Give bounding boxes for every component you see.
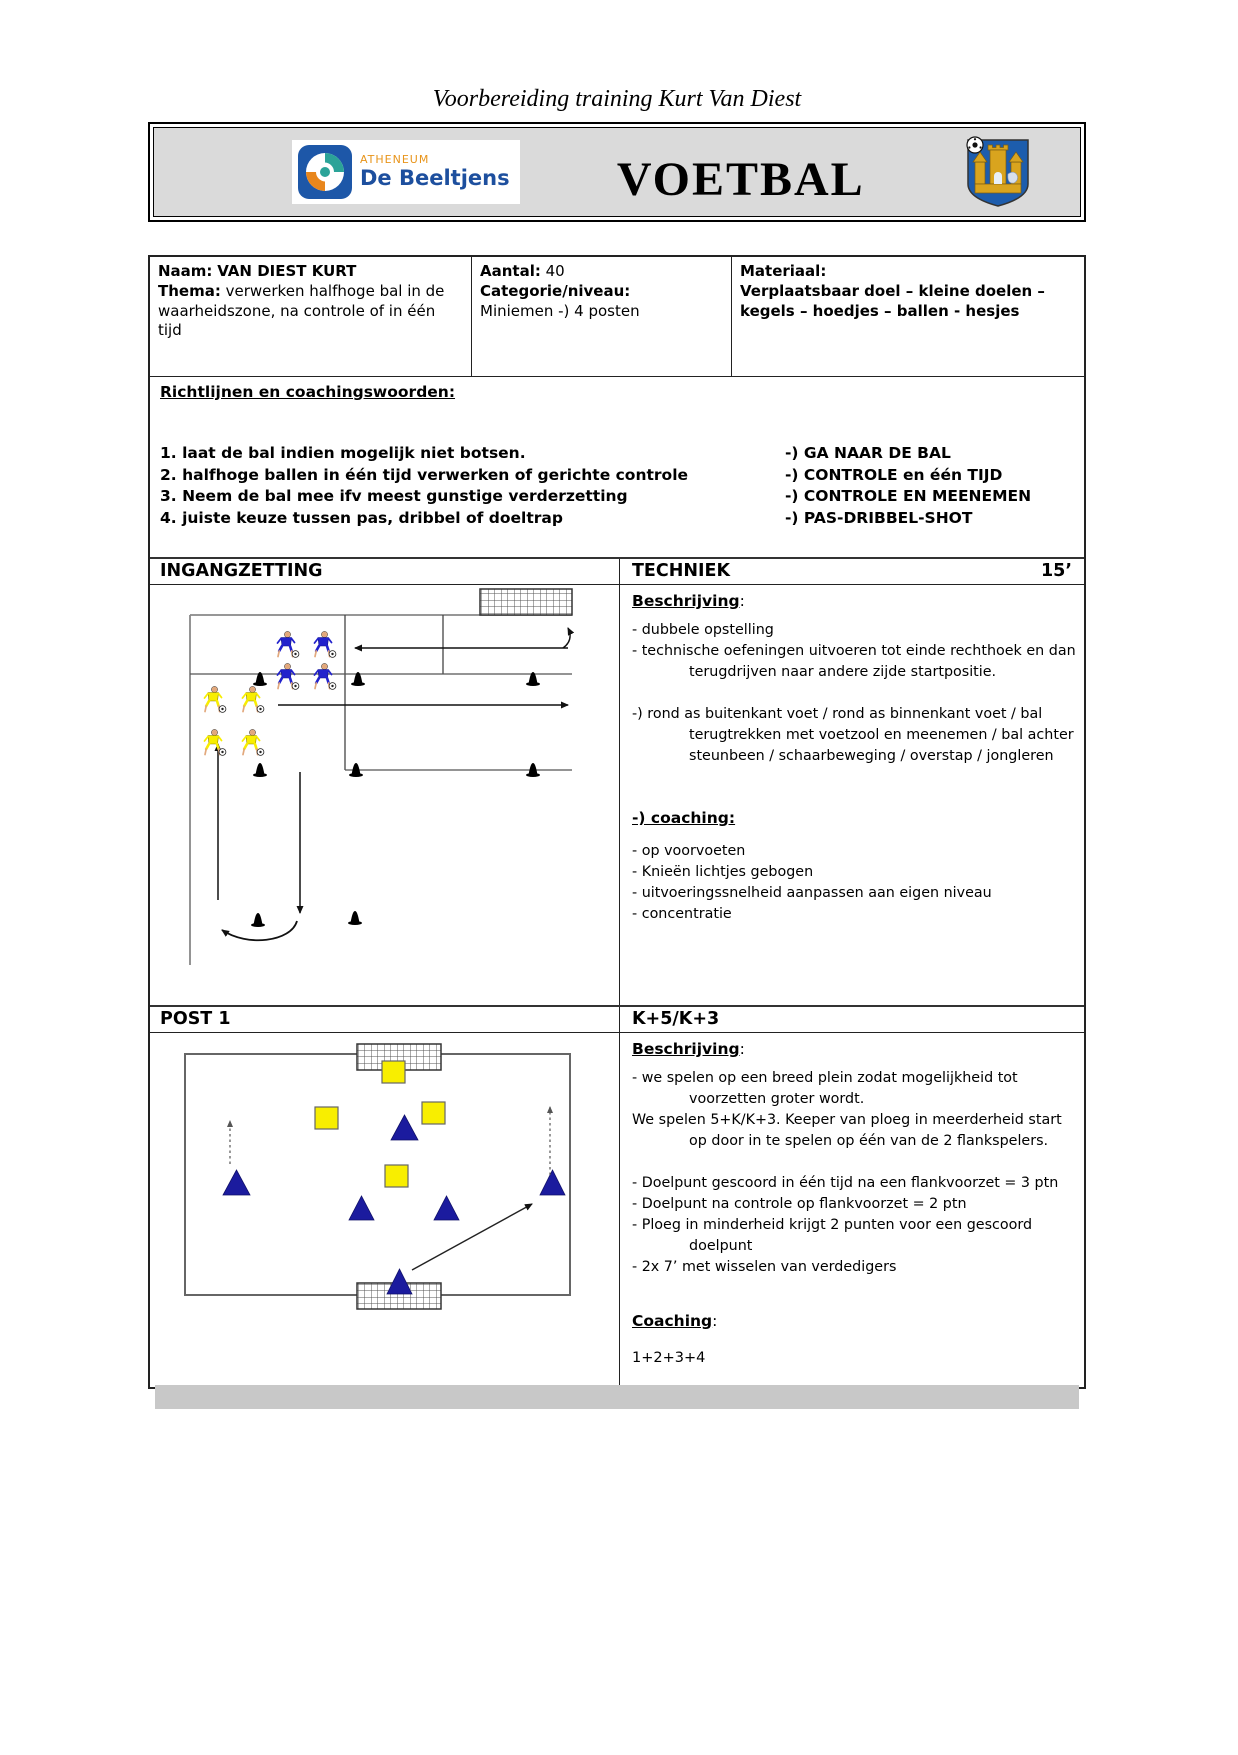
section2-header [150, 1007, 1084, 1033]
soccer-ball-icon [967, 137, 983, 153]
school-name-line2: De Beeltjens [360, 165, 510, 190]
description-line: op door in te spelen op één van de 2 flankspelers. [689, 1133, 1049, 1149]
cone-icon [348, 911, 362, 925]
coaching-label: -) coaching: [632, 809, 736, 827]
materiaal-cell [732, 257, 1084, 376]
training-table [148, 255, 1086, 1389]
section1-body [150, 585, 1084, 1007]
materiaal-label: Materiaal: [740, 262, 827, 280]
yellow-player-square [315, 1107, 338, 1129]
aantal-categorie-cell [472, 257, 732, 376]
yellow-player-icon [205, 729, 226, 755]
ingangzetting-diagram-cell [150, 585, 620, 1005]
description-line: terugdrijven naar andere zijde startpositie. [689, 664, 997, 680]
materiaal-field: Verplaatsbaar doel – kleine doelen – kegels – hoedjes – ballen - hesjes [740, 281, 1045, 320]
lion-figure [1008, 172, 1018, 183]
curl-arrow-to-goal [563, 628, 570, 648]
school-name-line1: ATHENEUM [360, 153, 430, 167]
richtlijn-item [160, 508, 1074, 530]
club-crest-icon [962, 134, 1034, 210]
description-line [632, 1152, 1072, 1173]
richtlijnen-section [150, 377, 1084, 559]
section1-header [150, 559, 1084, 585]
richtlijn-item [160, 443, 1074, 465]
categorie-label: Categorie/niveau: [480, 281, 631, 300]
info-row [150, 257, 1084, 377]
post1-diagram [150, 1037, 610, 1337]
description-line: - dubbele opstelling [632, 622, 774, 638]
richtlijnen-list [160, 443, 1074, 529]
voetbal-title: VOETBAL [616, 152, 865, 206]
coachingswoord-text: -) PAS-DRIBBEL-SHOT [785, 508, 973, 527]
yellow-player-square [422, 1102, 445, 1124]
richtlijn-item [160, 486, 1074, 508]
document-title: Voorbereiding training Kurt Van Diest [432, 86, 802, 112]
section2-body [150, 1033, 1084, 1387]
description-line: - Doelpunt gescoord in één tijd na een flankvoorzet = 3 ptn [632, 1175, 1059, 1191]
description-line: steunbeen / schaarbeweging / overstap / jongleren [689, 748, 1054, 764]
school-name [360, 154, 510, 189]
description-line [632, 683, 1076, 704]
categorie-field: Miniemen -) 4 posten [480, 301, 640, 320]
coaching-line: - op voorvoeten [632, 843, 746, 859]
thema-field: Thema: verwerken halfhoge bal in de waarheidszone, na controle of in één tijd [158, 281, 445, 340]
description-line: - technische oefeningen uitvoeren tot einde rechthoek en dan [632, 643, 1076, 659]
coaching-lines [632, 841, 1076, 925]
techniek-description: Beschrijving: - dubbele opstelling - technische oefeningen uitvoeren tot einde rechthoek en dan terugdrijven naar andere zijde startpositie. -) rond as buitenkant voet / rond as binnenkant voet / bal terugtrekken met voetzool en meenemen / bal achter steunbeen / schaarbeweging / overstap / jongleren -) coaching: - op voorvoeten - Knieën lichtjes gebogen - uitvoeringssnelheid aanpassen aan eigen niveau - concentratie [620, 585, 1088, 1005]
club-crest [962, 134, 1034, 210]
naam-field: Naam: VAN DIEST KURT [158, 262, 357, 280]
techniek-header: TECHNIEK [632, 561, 731, 581]
richtlijn-item [160, 465, 1074, 487]
richtlijn-text: 3. Neem de bal mee ifv meest gunstige verderzetting [160, 487, 628, 505]
coaching-line: - concentratie [632, 906, 732, 922]
goal-icon [480, 589, 572, 615]
description-line: doelpunt [689, 1238, 753, 1254]
coachingswoord-text: -) GA NAAR DE BAL [785, 444, 951, 462]
ingangzetting-header: INGANGZETTING [150, 559, 620, 584]
post1-description: Beschrijving: - we spelen op een breed plein zodat mogelijkheid tot voorzetten groter wordt. We spelen 5+K/K+3. Keeper van ploeg in meerderheid start op door in te spelen op één van de 2 flankspelers. - Doelpunt gescoord in één tijd na een flankvoorzet = 3 ptn - Doelpunt na controle op flankvoorzet = 2 ptn - Ploeg in minderheid krijgt 2 punten voor een gescoord doelpunt - 2x 7’ met wisselen van verdedigers Coaching: 1+2+3+4 [620, 1033, 1084, 1387]
blue-player-icon [315, 663, 336, 689]
description-line: - we spelen op een breed plein zodat mogelijkheid tot [632, 1070, 1018, 1086]
post1-header: POST 1 [150, 1007, 620, 1032]
coaching-label: Coaching [632, 1312, 713, 1330]
school-logo [292, 140, 520, 204]
duration-badge: 15’ [1040, 561, 1072, 581]
yellow-player-icon [243, 686, 264, 712]
richtlijn-text: 1. laat de bal indien mogelijk niet botsen. [160, 444, 526, 462]
keeper-square [382, 1061, 405, 1083]
coaching-line: - uitvoeringssnelheid aanpassen aan eigen niveau [632, 885, 992, 901]
description-line: - 2x 7’ met wisselen van verdedigers [632, 1259, 897, 1275]
description-line: - Doelpunt na controle op flankvoorzet = 2 ptn [632, 1196, 967, 1212]
cone-icon [253, 763, 267, 777]
post1-diagram-cell [150, 1033, 620, 1387]
description-line: voorzetten groter wordt. [689, 1091, 865, 1107]
description-line: -) rond as buitenkant voet / rond as binnenkant voet / bal [632, 706, 1043, 722]
footer-bar [155, 1385, 1079, 1409]
logo-swirl-icon [297, 144, 353, 200]
k5k3-header: K+5/K+3 [632, 1009, 720, 1029]
coaching-line: - Knieën lichtjes gebogen [632, 864, 814, 880]
blue-player-icon [278, 631, 299, 657]
coachingswoord-text: -) CONTROLE en één TIJD [785, 465, 1003, 484]
blue-player-icon [315, 631, 336, 657]
richtlijnen-title: Richtlijnen en coachingswoorden: [160, 383, 456, 401]
coachingswoord-text: -) CONTROLE EN MEENEMEN [785, 487, 1032, 505]
ingangzetting-diagram [150, 587, 610, 979]
header-banner [148, 122, 1086, 222]
richtlijn-text: 4. juiste keuze tussen pas, dribbel of doeltrap [160, 508, 563, 527]
yellow-player-icon [205, 686, 226, 712]
description-line: We spelen 5+K/K+3. Keeper van ploeg in meerderheid start [632, 1112, 1062, 1128]
blue-player-icon [278, 663, 299, 689]
description-lines [632, 1068, 1072, 1278]
beschrijving-label: Beschrijving [632, 1040, 740, 1058]
yellow-player-icon [243, 729, 264, 755]
description-lines [632, 620, 1076, 767]
aantal-field: Aantal: 40 [480, 262, 565, 280]
description-line: - Ploeg in minderheid krijgt 2 punten voor een gescoord [632, 1217, 1033, 1233]
richtlijn-text: 2. halfhoge ballen in één tijd verwerken of gerichte controle [160, 465, 689, 484]
coaching-value: 1+2+3+4 [632, 1350, 706, 1366]
cone-icon [251, 913, 265, 927]
yellow-player-square [385, 1165, 408, 1187]
beschrijving-label: Beschrijving [632, 592, 740, 610]
naam-thema-cell [150, 257, 472, 376]
description-line: terugtrekken met voetzool en meenemen / bal achter [689, 727, 1074, 743]
field-rect [185, 1054, 570, 1295]
